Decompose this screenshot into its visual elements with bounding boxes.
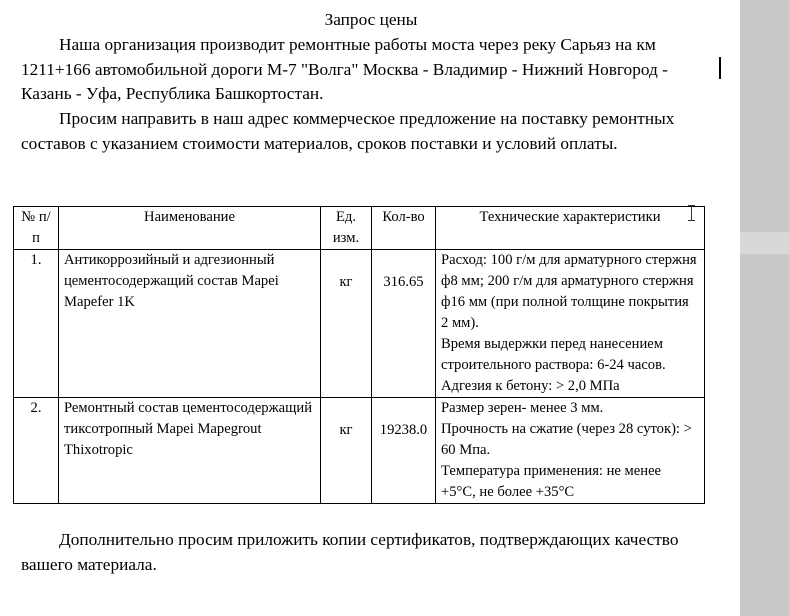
tech-line: Расход: 100 г/м для арматурного стержня ф8 мм; 200 г/м для арматурного стержня ф16 мм (при полной толщине покрытия 2 мм). — [441, 252, 697, 331]
text-cursor — [719, 57, 721, 79]
table-header-row — [14, 207, 705, 250]
ibeam-cursor-icon — [688, 205, 695, 221]
tech-line: Прочность на сжатие (через 28 суток): > 60 Мпа. — [441, 421, 692, 458]
row-unit: кг — [321, 250, 372, 398]
header-num: № п/п — [14, 207, 59, 250]
tech-line: Адгезия к бетону: > 2,0 МПа — [441, 378, 620, 394]
header-unit: Ед. изм. — [321, 207, 372, 250]
document-footer[interactable] — [21, 528, 721, 578]
tech-line: Время выдержки перед нанесением строительного раствора: 6-24 часов. — [441, 336, 666, 373]
tech-line: Температура применения: не менее +5°C, не более +35°C — [441, 463, 662, 500]
header-name: Наименование — [59, 207, 321, 250]
row-name: Ремонтный состав цементосодержащий тиксотропный Mapei Mapegrout Thixotropic — [59, 398, 321, 504]
row-name: Антикоррозийный и адгезионный цементосодержащий состав Mapei Mapefer 1K — [59, 250, 321, 398]
vertical-scrollbar[interactable] — [740, 0, 789, 616]
paragraph-request: Просим направить в наш адрес коммерческое предложение на поставку ремонтных составов с указанием стоимости материалов, сроков поставки и условий оплаты. — [21, 109, 675, 153]
header-tech: Технические характеристики — [436, 207, 705, 250]
materials-table — [13, 206, 705, 504]
row-tech — [436, 250, 705, 398]
document-title: Запрос цены — [324, 10, 418, 29]
paragraph-intro: Наша организация производит ремонтные работы моста через реку Сарьяз на км 1211+166 автомобильной дороги М-7 "Волга" Москва - Владимир - Нижний Новгород - Казань - Уфа, Республика Башкортостан. — [21, 34, 668, 104]
paragraph-certificates: Дополнительно просим приложить копии сертификатов, подтверждающих качество вашего материала. — [21, 530, 679, 574]
table-row — [14, 250, 705, 398]
table-row — [14, 398, 705, 504]
header-qty: Кол-во — [372, 207, 436, 250]
row-num: 2. — [14, 398, 59, 504]
tech-line: Размер зерен- менее 3 мм. — [441, 400, 604, 416]
row-qty: 316.65 — [372, 250, 436, 398]
scrollbar-thumb[interactable] — [740, 232, 789, 254]
row-num: 1. — [14, 250, 59, 398]
row-unit: кг — [321, 398, 372, 504]
row-qty: 19238.0 — [372, 398, 436, 504]
row-tech — [436, 398, 705, 504]
document-body[interactable] — [21, 8, 721, 157]
